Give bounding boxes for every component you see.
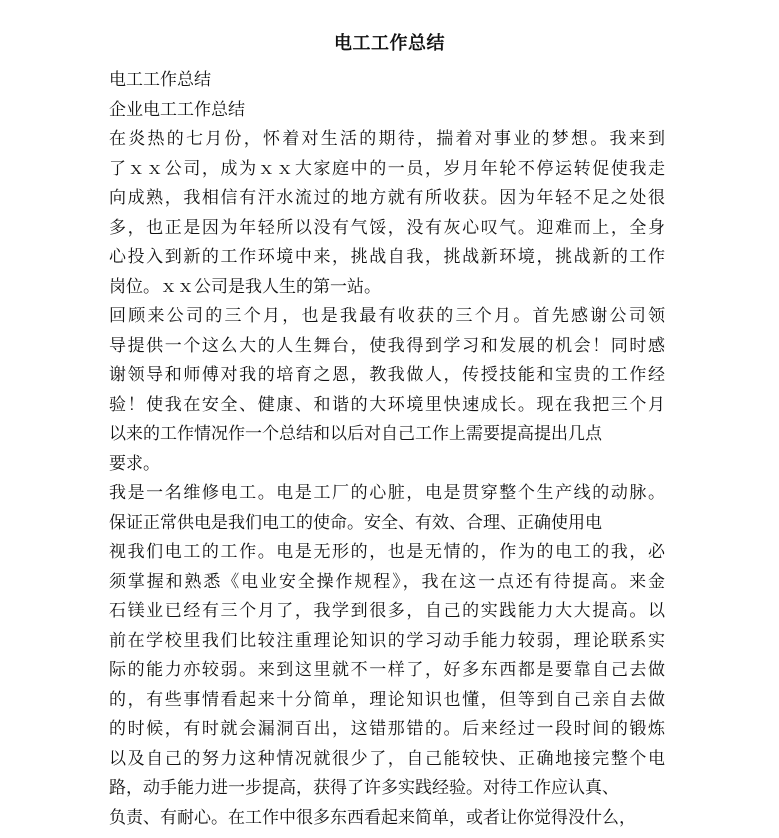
- heading-1: 电工工作总结: [109, 70, 211, 90]
- paragraph-line: 石镁业已经有三个月了，我学到很多，自己的实践能力大大提高。以: [109, 601, 665, 621]
- heading-2: 企业电工工作总结: [109, 99, 245, 120]
- paragraph-line: 须掌握和熟悉《电业安全操作规程》，我在这一点还有待提高。来金: [109, 571, 665, 592]
- paragraph-line: 要求。: [109, 453, 160, 474]
- paragraph-line: 了ｘｘ公司，成为ｘｘ大家庭中的一员，岁月年轮不停运转促使我走: [109, 158, 665, 179]
- paragraph-line: 我是一名维修电工。电是工厂的心脏，电是贯穿整个生产线的动脉。: [109, 483, 665, 503]
- paragraph-2: [109, 302, 665, 479]
- paragraph-line: 向成熟，我相信有汗水流过的地方就有所收获。因为年轻不足之处很: [109, 188, 665, 208]
- paragraph-line: 视我们电工的工作。电是无形的，也是无情的，作为的电工的我，必: [109, 542, 665, 562]
- paragraph-line: 保证正常供电是我们电工的使命。安全、有效、合理、正确使用电: [109, 512, 602, 533]
- paragraph-line: 验！使我在安全、健康、和谐的大环境里快速成长。现在我把三个月: [109, 394, 665, 415]
- paragraph-line: 路，动手能力进一步提高，获得了许多实践经验。对待工作应认真、: [109, 778, 619, 798]
- paragraph-line: 导提供一个这么大的人生舞台，使我得到学习和发展的机会！同时感: [109, 335, 665, 356]
- paragraph-line: 以来的工作情况作一个总结和以后对自己工作上需要提高提出几点: [109, 424, 602, 444]
- paragraph-line: 心投入到新的工作环境中来，挑战自我，挑战新环境，挑战新的工作: [109, 247, 665, 267]
- paragraph-3: [109, 479, 665, 833]
- paragraph-line: 际的能力亦较弱。来到这里就不一样了，好多东西都是要靠自己去做: [109, 660, 665, 680]
- paragraph-line: 多，也正是因为年轻所以没有气馁，没有灰心叹气。迎难而上，全身: [109, 217, 665, 238]
- paragraph-line: 的，有些事情看起来十分简单，理论知识也懂，但等到自己亲自去做: [109, 689, 665, 710]
- paragraph-line: 在炎热的七月份，怀着对生活的期待，揣着对事业的梦想。我来到: [109, 129, 665, 149]
- paragraph-line: 负责、有耐心。在工作中很多东西看起来简单，或者让你觉得没什么，: [109, 807, 636, 828]
- paragraph-line: 前在学校里我们比较注重理论知识的学习动手能力较弱，理论联系实: [109, 630, 665, 651]
- document-body: [109, 66, 665, 833]
- paragraph-line: 回顾来公司的三个月，也是我最有收获的三个月。首先感谢公司领: [109, 306, 665, 326]
- document-title: 电工工作总结: [334, 33, 445, 54]
- paragraph-1: [109, 125, 665, 302]
- paragraph-line: 谢领导和师傅对我的培育之恩，教我做人，传授技能和宝贵的工作经: [109, 365, 665, 385]
- paragraph-line: 的时候，有时就会漏洞百出，这错那错的。后来经过一段时间的锻炼: [109, 719, 665, 739]
- paragraph-line: 岗位。ｘｘ公司是我人生的第一站。: [109, 276, 381, 297]
- paragraph-line: 以及自己的努力这种情况就很少了，自己能较快、正确地接完整个电: [109, 748, 665, 769]
